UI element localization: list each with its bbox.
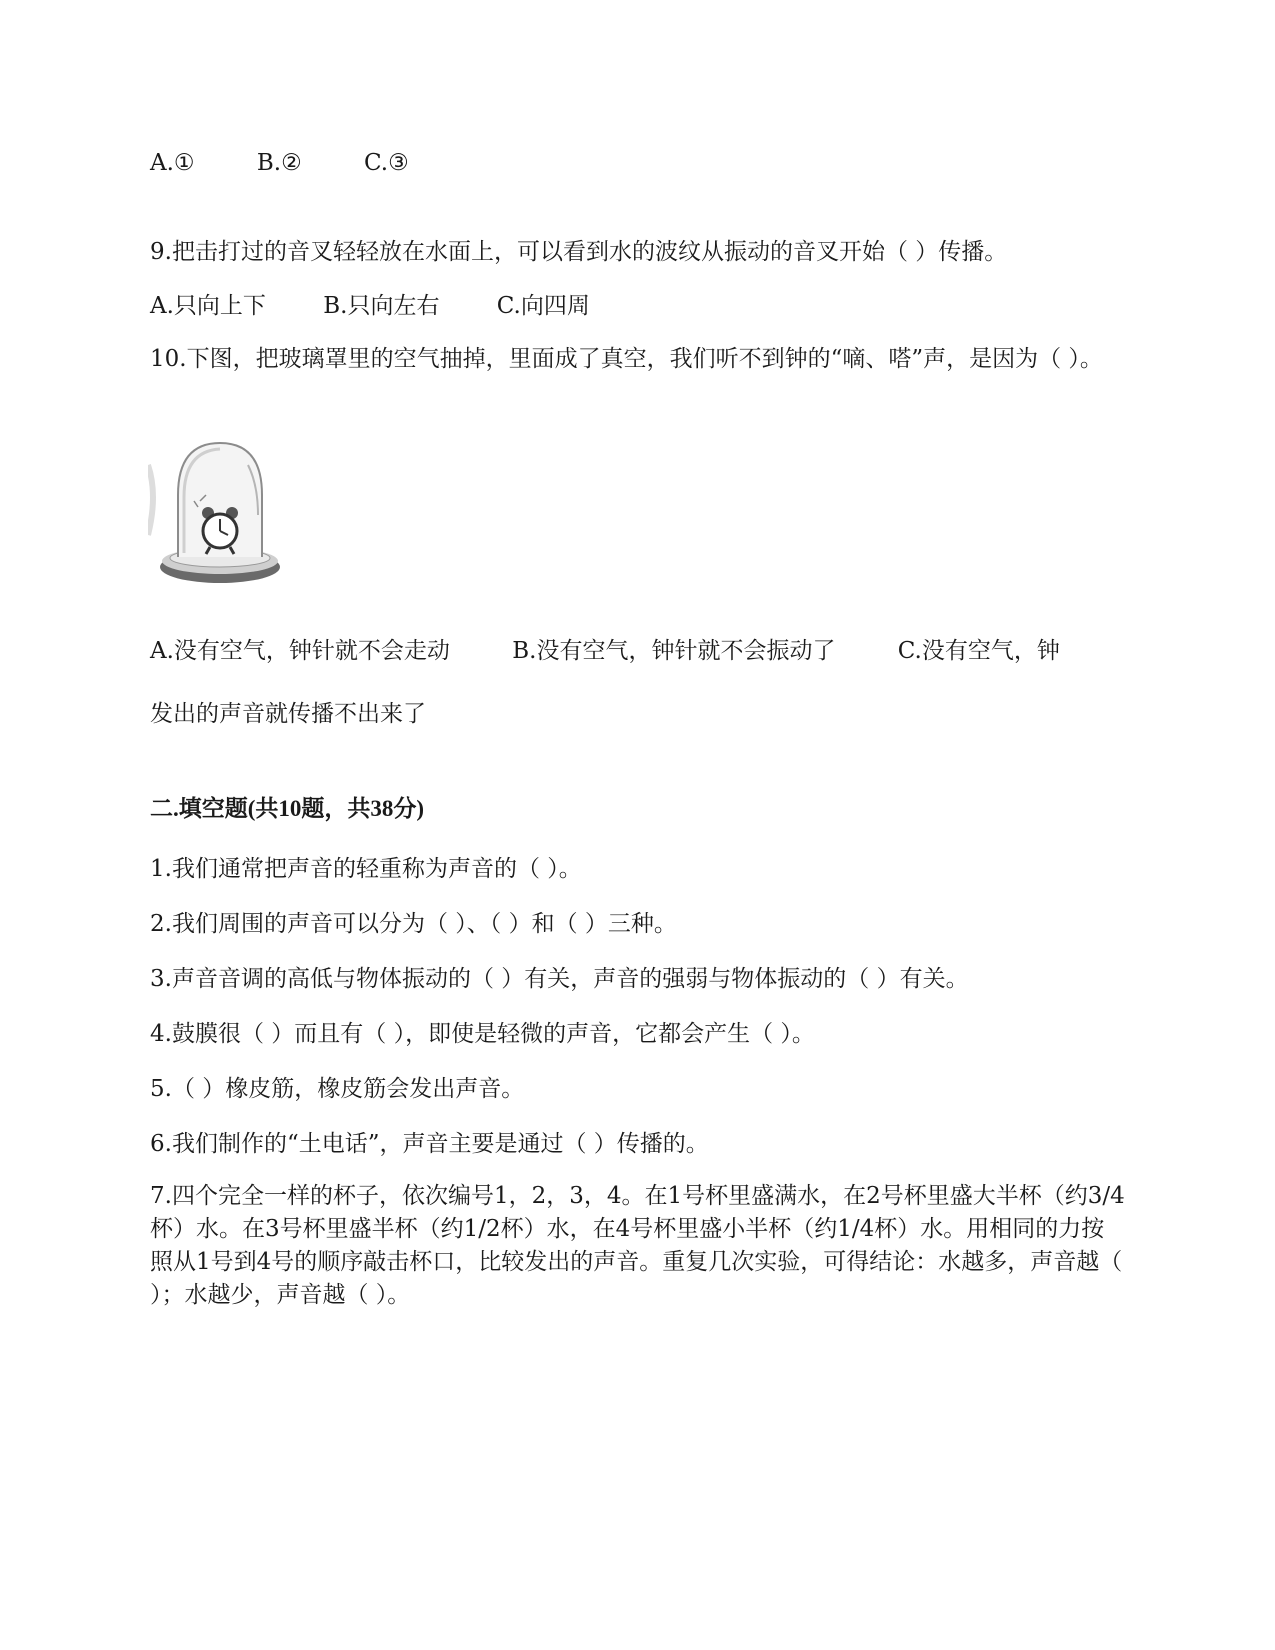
- q8-options: [150, 150, 409, 176]
- fill-item-3: 3.声音音调的高低与物体振动的（ ）有关，声音的强弱与物体振动的（ ）有关。: [150, 966, 969, 992]
- q9-options: [150, 287, 590, 320]
- fill-item-1: 1.我们通常把声音的轻重称为声音的（ ）。: [150, 856, 582, 882]
- q8-option-c: C.③: [364, 150, 409, 176]
- q8-option-b: B.②: [256, 150, 302, 176]
- q9-stem: 9.把击打过的音叉轻轻放在水面上，可以看到水的波纹从振动的音叉开始（ ）传播。: [150, 239, 1008, 265]
- section-heading: 二.填空题(共10题，共38分): [150, 796, 425, 821]
- q10-option-c-continued: 发出的声音就传播不出来了: [150, 701, 426, 727]
- q9-option-c: C.向四周: [496, 293, 590, 319]
- fill-item-7: 7.四个完全一样的杯子，依次编号1，2，3，4。在1号杯里盛满水，在2号杯里盛大半杯（约3/4杯）水。在3号杯里盛半杯（约1/2杯）水，在4号杯里盛小半杯（约1/4杯）水。用相同的力按照从1号到4号的顺序敲击杯口，比较发出的声音。重复几次实验，可得结论：水越多，声音越（ ）；水越少，声音越（ ）。: [150, 1183, 1125, 1308]
- q10-option-c: C.没有空气，钟: [897, 638, 1060, 664]
- q8-option-a: A.①: [150, 150, 195, 176]
- fill-item-4: 4.鼓膜很（ ）而且有（ ），即使是轻微的声音，它都会产生（ ）。: [150, 1021, 815, 1047]
- q9-option-a: A.只向上下: [150, 293, 266, 319]
- q10-options-row: [150, 632, 1060, 665]
- fill-item-5: 5.（ ）橡皮筋，橡皮筋会发出声音。: [150, 1076, 525, 1102]
- q10-option-a: A.没有空气，钟针就不会走动: [150, 638, 450, 664]
- fill-item-2: 2.我们周围的声音可以分为（ ）、（ ）和（ ）三种。: [150, 911, 677, 937]
- q9-option-b: B.只向左右: [323, 293, 440, 319]
- q10-stem: 10.下图，把玻璃罩里的空气抽掉，里面成了真空，我们听不到钟的“嘀、嗒”声，是因为（ ）。: [150, 346, 1103, 372]
- fill-item-6: 6.我们制作的“土电话”，声音主要是通过（ ）传播的。: [150, 1131, 709, 1157]
- alarm-clock-in-bell-jar-icon: [148, 435, 288, 595]
- q10-option-b: B.没有空气，钟针就不会振动了: [512, 638, 836, 664]
